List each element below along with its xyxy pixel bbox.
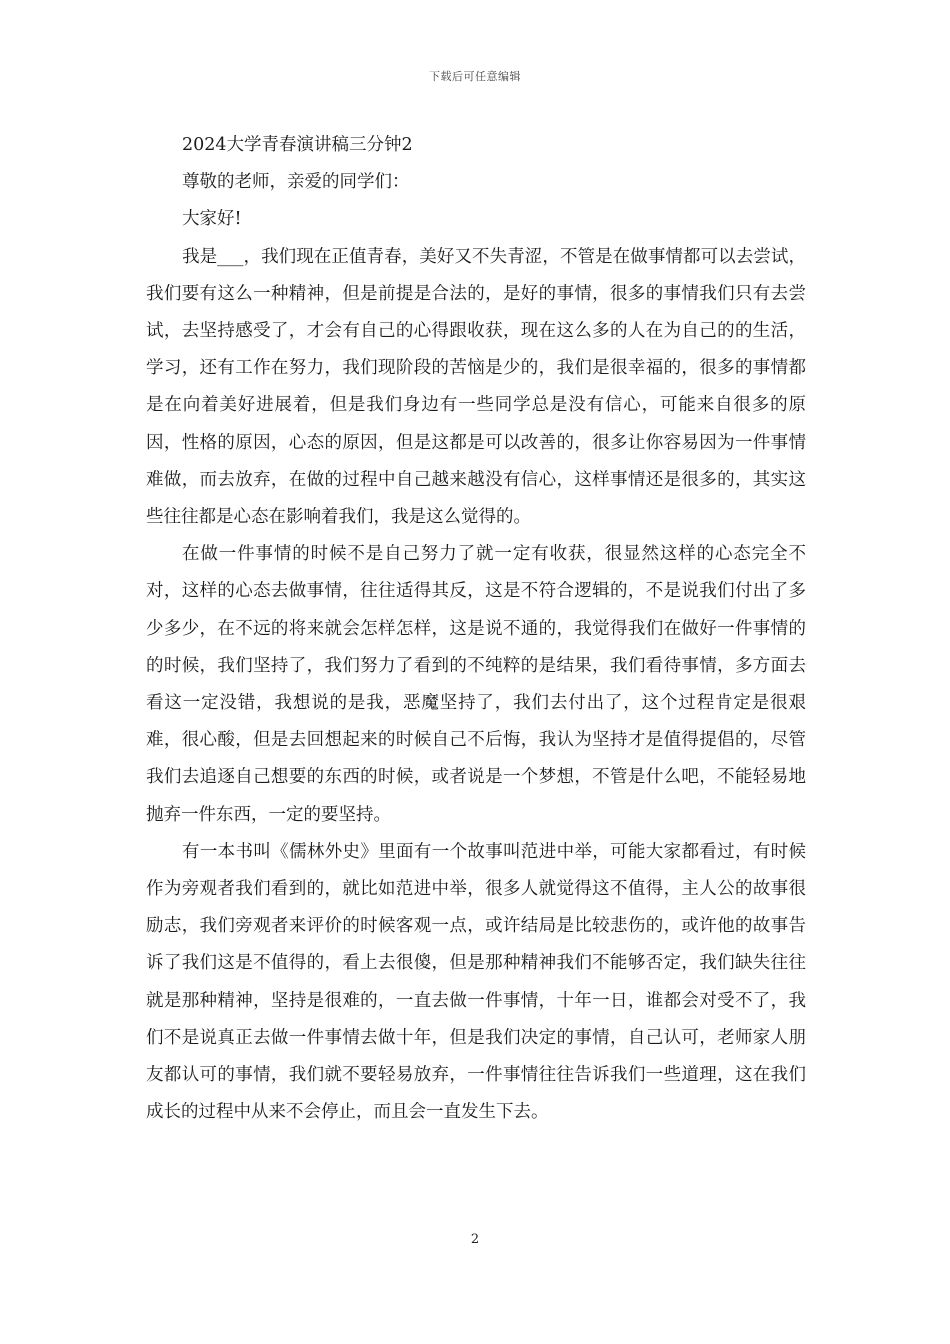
paragraph-2: 在做一件事情的时候不是自己努力了就一定有收获，很显然这样的心态完全不对，这样的心态去做事情，往往适得其反，这是不符合逻辑的，不是说我们付出了多少多少，在不远的将来就会怎样怎样，这是说不通的，我觉得我们在做好一件事情的的时候，我们坚持了，我们努力了看到的不纯粹的是结果，我们看待事情，多方面去看这一定没错，我想说的是我，恶魔坚持了，我们去付出了，这个过程肯定是很艰难，很心酸，但是去回想起来的时候自己不后悔，我认为坚持才是值得提倡的，尽管我们去追逐自己想要的东西的时候，或者说是一个梦想，不管是什么吧，不能轻易地抛弃一件东西，一定的要坚持。 <box>146 544 806 825</box>
salutation: 尊敬的老师，亲爱的同学们： <box>182 172 410 193</box>
header-note: 下载后可任意编辑 <box>429 70 521 83</box>
paragraph-1: 我是___，我们现在正值青春，美好又不失青涩，不管是在做事情都可以去尝试，我们要有这么一种精神，但是前提是合法的，是好的事情，很多的事情我们只有去尝试，去坚持感受了，才会有自己的心得跟收获，现在这么多的人在为自己的的生活，学习，还有工作在努力，我们现阶段的苦恼是少的，我们是很幸福的，很多的事情都是在向着美好进展着，但是我们身边有一些同学总是没有信心，可能来自很多的原因，性格的原因，心态的原因，但是这都是可以改善的，很多让你容易因为一件事情难做，而去放弃，在做的过程中自己越来越没有信心，这样事情还是很多的，其实这些往往都是心态在影响着我们，我是这么觉得的。 <box>146 246 806 527</box>
document-body <box>146 127 806 1131</box>
document-title: 2024大学青春演讲稿三分钟2 <box>182 135 413 155</box>
page-number: 2 <box>470 1232 480 1247</box>
paragraph-3: 有一本书叫《儒林外史》里面有一个故事叫范进中举，可能大家都看过，有时候作为旁观者我们看到的，就比如范进中举，很多人就觉得这不值得，主人公的故事很励志，我们旁观者来评价的时候客观一点，或许结局是比较悲伤的，或许他的故事告诉了我们这是不值得的，看上去很傻，但是那种精神我们不能够否定，我们缺失往往就是那种精神，坚持是很难的，一直去做一件事情，十年一日，谁都会对受不了，我们不是说真正去做一件事情去做十年，但是我们决定的事情，自己认可，老师家人朋友都认可的事情，我们就不要轻易放弃，一件事情往往告诉我们一些道理，这在我们成长的过程中从来不会停止，而且会一直发生下去。 <box>146 841 806 1123</box>
greeting: 大家好! <box>182 209 242 230</box>
